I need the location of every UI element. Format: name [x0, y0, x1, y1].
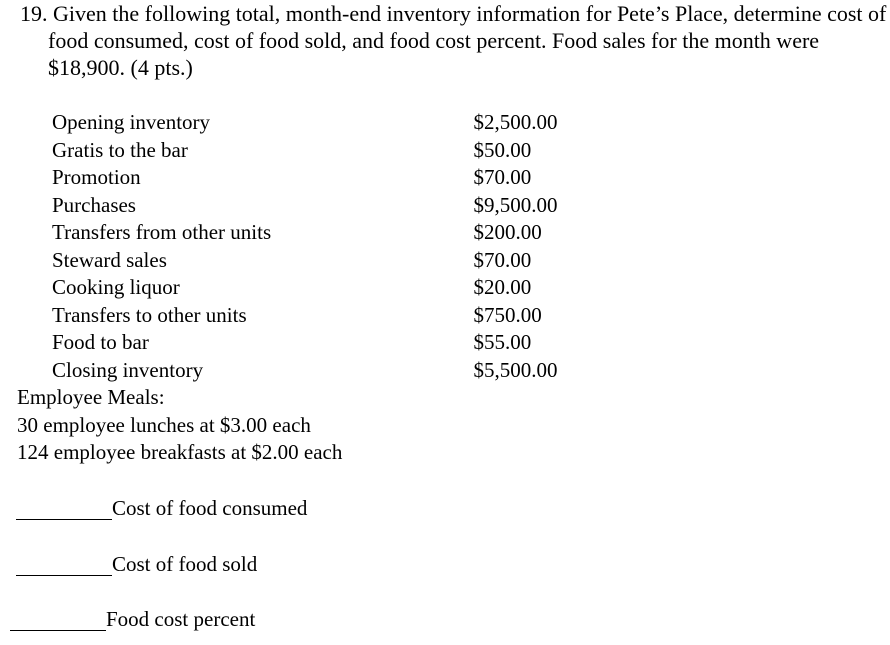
inventory-label: Purchases	[52, 192, 136, 217]
inventory-label: Transfers from other units	[52, 220, 272, 244]
inventory-label: Promotion	[52, 165, 141, 189]
inventory-value: $5,500.00	[473, 357, 558, 382]
inventory-row	[52, 247, 612, 275]
inventory-row	[52, 274, 612, 302]
inventory-label: Cooking liquor	[52, 275, 180, 299]
inventory-row	[52, 192, 612, 220]
inventory-label: Opening inventory	[52, 110, 211, 134]
inventory-label: Steward sales	[52, 247, 167, 272]
inventory-label: Closing inventory	[52, 357, 204, 382]
inventory-value: $20.00	[473, 275, 532, 299]
answer-label-consumed: Cost of food consumed	[112, 496, 308, 520]
inventory-value: $55.00	[473, 330, 532, 354]
inventory-value: $2,500.00	[473, 110, 558, 134]
inventory-value: $70.00	[473, 247, 532, 272]
answer-label-percent: Food cost percent	[106, 607, 256, 631]
inventory-row	[52, 357, 612, 385]
employee-lunches: 30 employee lunches at $3.00 each	[17, 412, 311, 437]
answer-blank-sold[interactable]	[16, 553, 112, 576]
inventory-label: Transfers to other units	[52, 302, 247, 327]
inventory-row	[52, 164, 612, 192]
employee-meals-heading: Employee Meals:	[17, 385, 165, 409]
inventory-value: $50.00	[473, 137, 532, 162]
employee-breakfasts: 124 employee breakfasts at $2.00 each	[17, 440, 343, 464]
answer-label-sold: Cost of food sold	[112, 552, 258, 576]
question-text: 19. Given the following total, month-end inventory information for Pete’s Place, determine cost of food consumed, cost of food sold, and food cost percent. Food sales for the month were $18,900. (4 pts.)	[20, 1, 887, 80]
inventory-label: Food to bar	[52, 330, 149, 354]
answer-cost-food-sold	[16, 552, 257, 576]
inventory-row	[52, 219, 612, 247]
inventory-value: $200.00	[473, 220, 542, 244]
inventory-row	[52, 302, 612, 330]
inventory-value: $750.00	[473, 302, 542, 327]
inventory-value: $70.00	[473, 165, 532, 189]
inventory-row	[52, 329, 612, 357]
answer-cost-food-consumed	[16, 496, 307, 520]
answer-food-cost-percent	[10, 607, 255, 631]
inventory-value: $9,500.00	[473, 192, 558, 217]
inventory-table	[52, 109, 612, 384]
employee-meals	[17, 384, 342, 467]
answer-blank-consumed[interactable]	[16, 497, 112, 520]
inventory-label: Gratis to the bar	[52, 137, 188, 162]
answer-blank-percent[interactable]	[10, 608, 106, 631]
inventory-row	[52, 137, 612, 165]
inventory-row	[52, 109, 612, 137]
